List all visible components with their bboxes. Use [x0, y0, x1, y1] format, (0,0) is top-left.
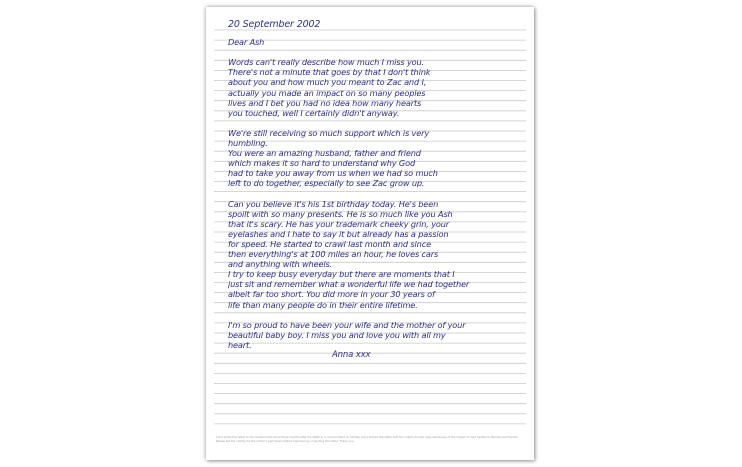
letter-salutation: Dear Ash [228, 37, 265, 48]
letter-line: I'm so proud to have been your wife and the mother of your [228, 319, 466, 330]
letter-line: which makes it so hard to understand why God [228, 158, 415, 169]
letter-line: actually you made an impact on so many peoples [228, 87, 426, 98]
letter-line: beautiful baby boy. I miss you and love you with all my [228, 329, 446, 340]
letter-line: had to take you away from us when we had so much [228, 168, 438, 179]
paragraph-3 [228, 199, 524, 310]
letter-date: 20 September 2002 [228, 20, 321, 30]
letter-line: Can you believe it's his 1st birthday today. He's been [228, 198, 439, 209]
letter-sheet [206, 7, 534, 460]
letter-line: left to do together, especially to see Zac grow up. [228, 178, 425, 189]
footer-line: Please ask the charity for the author's permission before reproducing or quoting this letter. Thank you. [216, 439, 355, 444]
paragraph-2 [228, 128, 524, 189]
letter-line: that it's scary. He has your trademark cheeky grin, your [228, 218, 450, 229]
letter-line: just sit and remember what a wonderful life we had together [228, 279, 470, 290]
letter-line: spoilt with so many presents. He is so much like you Ash [228, 208, 453, 219]
letter-line: then everything's at 100 miles an hour, he loves cars [228, 249, 439, 260]
letter-line: There's not a minute that goes by that I don't think [228, 67, 431, 78]
letter-line: You were an amazing husband, father and friend [228, 148, 421, 159]
letter-line: about you and how much you meant to Zac and I, [228, 77, 427, 88]
handwritten-letter [228, 20, 524, 360]
paragraph-1 [228, 57, 524, 118]
footer-line: Anna wrote this letter to her husband Ash some three months after his death in a road accident on holiday. Anna shared this letter with the charity to help raise awareness of the impact of road deaths on families and friends. [216, 435, 519, 439]
letter-line: heart. [228, 339, 252, 350]
footer-note [216, 435, 526, 444]
letter-signature: Anna xxx [332, 350, 371, 360]
letter-line: life than many people do in their entire lifetime. [228, 299, 418, 310]
letter-line: lives and I bet you had no idea how many hearts [228, 97, 422, 108]
letter-line: and anything with wheels. [228, 259, 333, 270]
letter-line: albeit far too short. You did more in your 30 years of [228, 289, 435, 300]
letter-line: humbling. [228, 138, 268, 149]
letter-line: We're still receiving so much support which is very [228, 127, 430, 138]
letter-line: I try to keep busy everyday but there are moments that I [228, 269, 455, 280]
paragraph-4 [228, 320, 524, 350]
letter-line: you touched, well I certainly didn't anyway. [228, 107, 400, 118]
letter-line: eyelashes and I hate to say it but already has a passion [228, 228, 449, 239]
letter-line: Words can't really describe how much I miss you. [228, 57, 425, 68]
letter-line: for speed. He started to crawl last month and since [228, 238, 431, 249]
